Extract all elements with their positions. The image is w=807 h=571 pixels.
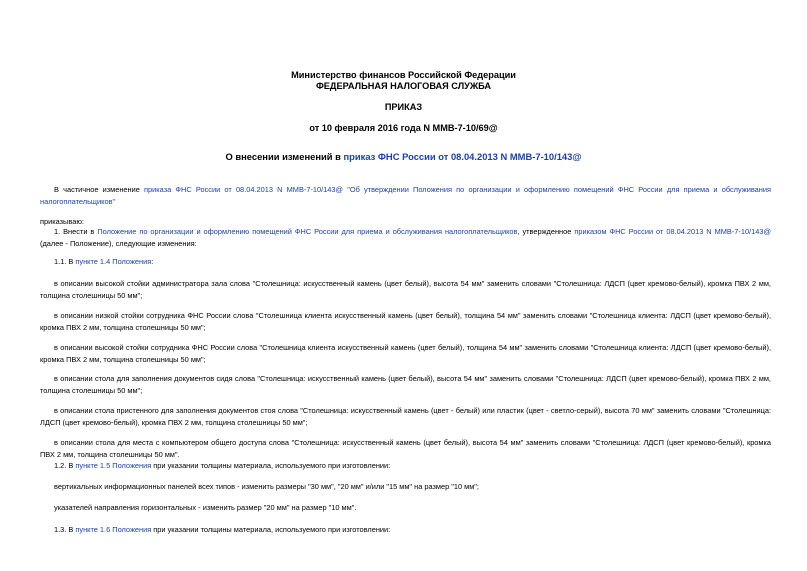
paragraph-low-desk: в описании низкой стойки сотрудника ФНС России слова "Столешница клиента искусственный камень (цвет белый), толщина 54 мм" заменить словами "Столешница клиента: ЛДСП (цвет кремово-белый), кромка ПВХ 2 мм, толщина столешницы 50 мм"; [40,311,771,332]
service-name: ФЕДЕРАЛЬНАЯ НАЛОГОВАЯ СЛУЖБА [315,81,492,91]
subitem-1-1-link[interactable]: пункте 1.4 Положения [75,257,152,266]
paragraph-high-desk: в описании высокой стойки сотрудника ФНС России слова "Столешница клиента искусственный камень (цвет белый), толщина 54 мм" заменить словами "Столешница клиента: ЛДСП (цвет кремово-белый), кромка ПВХ 2 мм, толщина столешницы 50 мм"; [40,343,771,364]
ministry-name: Министерство финансов Российской Федерации [291,70,516,80]
subitem-1-2-link[interactable]: пункте 1.5 Положения [75,461,152,470]
item-1-link-order[interactable]: приказом ФНС России от 08.04.2013 N ММВ-7-10/143@ [574,227,771,236]
subitem-1-2-end: при указании толщины материала, используемого при изготовлении: [151,461,391,470]
intro-paragraph [40,184,771,207]
subitem-1-3-start: 1.3. В [54,525,76,534]
paragraph-direction-signs: указателей направления горизонтальных - изменить размер "20 мм" на размер "10 мм". [54,503,357,512]
doc-title-link[interactable]: приказ ФНС России от 08.04.2013 N ММВ-7-10/143@ [343,151,582,162]
item-1-paragraph [40,226,771,249]
subitem-1-3-end: при указании толщины материала, используемого при изготовлении: [151,525,391,534]
subitem-1-3-link[interactable]: пункте 1.6 Положения [75,525,152,534]
paragraph-sitting-table: в описании стола для заполнения документов сидя слова "Столешница: искусственный камень (цвет белый), высота 54 мм" заменить словами "Столешница: ЛДСП (цвет кремово-белый), кромка ПВХ 2 мм, толщина столешницы 50 мм"; [40,374,771,395]
subitem-1-3 [40,524,771,536]
doc-title-text: О внесении изменений в [225,151,344,162]
paragraph-computer-table: в описании стола для места с компьютером общего доступа слова "Столешница: искусственный камень (цвет белый), высота 54 мм" заменить словами "Столешница: ЛДСП (цвет кремово-белый), кромка ПВХ 2 мм, толщина столешницы 50 мм". [40,438,771,459]
item-1-middle: , утвержденное [517,227,575,236]
paragraph-wall-table: в описании стола пристенного для заполнения документов стоя слова "Столешница: искусственный камень (цвет - белый) или пластик (цвет - светло-серый), высота 70 мм" заменить словами "Столешница: ЛДСП (цвет кремово-белый), кромка ПВХ 2 мм, толщина столешницы 50 мм"; [40,406,771,427]
item-1-link-regulation[interactable]: Положение по организации и оформлению помещений ФНС России для приема и обслуживания налогоплательщиков [97,227,518,236]
subitem-1-2 [40,460,771,472]
subitem-1-2-start: 1.2. В [54,461,76,470]
item-1-start: 1. Внести в [54,227,98,236]
doc-date-number: от 10 февраля 2016 года N ММВ-7-10/69@ [309,123,498,133]
subitem-1-1 [40,256,771,268]
paragraph-vertical-panels: вертикальных информационных панелей всех типов - изменить размеры "30 мм", "20 мм" и/или "15 мм" на размер "10 мм"; [54,482,479,491]
subitem-1-1-end: : [151,257,154,266]
order-word: приказываю: [40,217,84,226]
intro-text: В частичное изменение [54,185,145,194]
paragraph-high-desk-admin: в описании высокой стойки администратора зала слова "Столешница: искусственный камень (цвет белый), высота 54 мм" заменить словами "Столешница: ЛДСП (цвет кремово-белый), кромка ПВХ 2 мм, толщина столешницы 50 мм"; [40,279,771,300]
doc-type: ПРИКАЗ [384,102,423,112]
intro-link[interactable]: приказа ФНС России от 08.04.2013 N ММВ-7-10/143@ "Об утверждении Положения по организации и оформлению помещений ФНС России для приема и обслуживания налогоплательщиков" [40,185,771,206]
item-1-end: (далее - Положение), следующие изменения: [40,238,197,248]
subitem-1-1-start: 1.1. В [54,257,76,266]
doc-title [0,151,807,163]
